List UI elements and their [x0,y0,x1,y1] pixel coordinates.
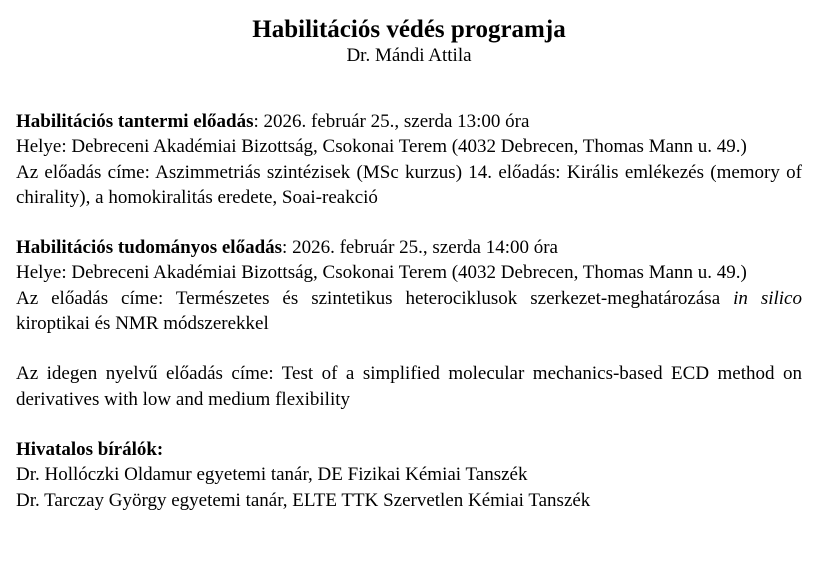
scientific-lecture-title-start: Az előadás címe: Természetes és szintetikus heterociklusok szerkezet-meghatározása [16,287,734,309]
scientific-lecture-venue: Helye: Debreceni Akadémiai Bizottság, Csokonai Terem (4032 Debrecen, Thomas Mann u. 49.) [16,262,747,284]
scientific-lecture-title [16,286,802,337]
reviewer-item: Dr. Hollóczki Oldamur egyetemi tanár, DE Fizikai Kémiai Tanszék [16,464,528,486]
scientific-lecture-heading: Habilitációs tudományos előadás [16,237,283,259]
teaching-lecture-venue: Helye: Debreceni Akadémiai Bizottság, Csokonai Terem (4032 Debrecen, Thomas Mann u. 49.) [16,136,747,158]
teaching-lecture-datetime: : 2026. február 25., szerda 13:00 óra [253,111,530,132]
teaching-lecture-heading: Habilitációs tantermi előadás [16,111,254,132]
reviewers-section [16,437,802,513]
scientific-lecture-title-italic: in silico [733,287,802,309]
author-name: Dr. Mándi Attila [346,45,472,66]
teaching-lecture-section [16,109,802,210]
scientific-lecture-title-end: kiroptikai és NMR módszerekkel [16,313,269,335]
foreign-language-lecture-title: Az idegen nyelvű előadás címe: Test of a simplified molecular mechanics-based ECD method on derivatives with low and medium flexibility [16,363,802,410]
teaching-lecture-heading-line [16,109,802,134]
scientific-lecture-heading-line [16,235,802,260]
reviewer-item: Dr. Tarczay György egyetemi tanár, ELTE TTK Szervetlen Kémiai Tanszék [16,489,591,511]
scientific-lecture-datetime: : 2026. február 25., szerda 14:00 óra [282,237,558,259]
teaching-lecture-title: Az előadás címe: Aszimmetriás szintézisek (MSc kurzus) 14. előadás: Királis emlékezés (memory of chirality), a homokiralitás eredete, Soai-reakció [16,161,802,208]
foreign-language-lecture-section [16,361,802,412]
scientific-lecture-section [16,235,802,336]
page-title: Habilitációs védés programja [252,16,566,43]
reviewers-heading: Hivatalos bírálók: [16,438,164,460]
